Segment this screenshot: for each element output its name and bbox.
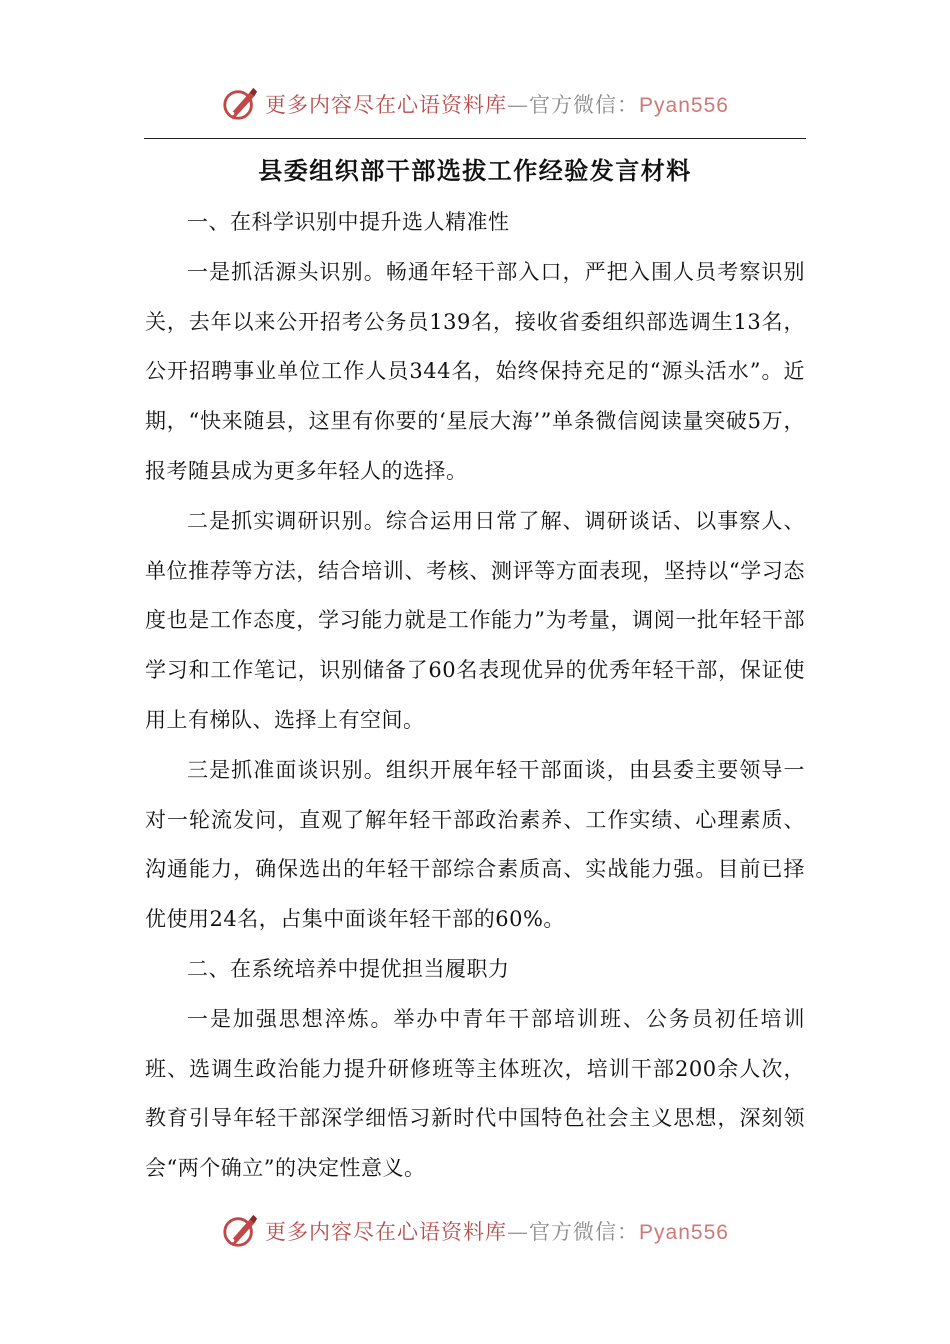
watermark-official: 官方微信：	[529, 1220, 640, 1244]
document-title: 县委组织部干部选拔工作经验发言材料	[258, 157, 692, 185]
watermark-main: 更多内容尽在心语资料库	[265, 93, 508, 117]
watermark-header	[0, 82, 950, 126]
watermark-text	[265, 1216, 729, 1246]
pen-logo-icon	[221, 85, 259, 123]
section-heading: 二、在系统培养中提优担当履职力	[187, 956, 510, 981]
watermark-main: 更多内容尽在心语资料库	[265, 1220, 508, 1244]
body-paragraph: 三是抓准面谈识别。组织开展年轻干部面谈，由县委主要领导一对一轮流发问，直观了解年轻干部政治素养、工作实绩、心理素质、沟通能力，确保选出的年轻干部综合素质高、实战能力强。目前已择优使用24名，占集中面谈年轻干部的60%。	[145, 757, 805, 932]
body-paragraph: 一是抓活源头识别。畅通年轻干部入口，严把入围人员考察识别关，去年以来公开招考公务员139名，接收省委组织部选调生13名，公开招聘事业单位工作人员344名，始终保持充足的“源头活水”。近期，“快来随县，这里有你要的‘星辰大海’”单条微信阅读量突破5万，报考随县成为更多年轻人的选择。	[145, 259, 805, 483]
section-heading: 一、在科学识别中提升选人精准性	[187, 210, 510, 234]
watermark-wechat-id: Pyan556	[639, 94, 729, 117]
watermark-official: 官方微信：	[529, 93, 640, 117]
watermark-text	[265, 89, 729, 119]
pen-logo-icon	[221, 1212, 259, 1250]
watermark-wechat-id: Pyan556	[639, 1221, 729, 1244]
document-body	[145, 198, 805, 1194]
body-paragraph: 二是抓实调研识别。综合运用日常了解、调研谈话、以事察人、单位推荐等方法，结合培训、考核、测评等方面表现，坚持以“学习态度也是工作态度，学习能力就是工作能力”为考量，调阅一批年轻干部学习和工作笔记，识别储备了60名表现优异的优秀年轻干部，保证使用上有梯队、选择上有空间。	[145, 508, 805, 732]
header-divider	[144, 138, 806, 139]
watermark-dash: —	[507, 93, 530, 117]
watermark-dash: —	[507, 1220, 530, 1244]
body-paragraph: 一是加强思想淬炼。举办中青年干部培训班、公务员初任培训班、选调生政治能力提升研修班等主体班次，培训干部200余人次，教育引导年轻干部深学细悟习新时代中国特色社会主义思想，深刻领会“两个确立”的决定性意义。	[145, 1006, 805, 1181]
watermark-footer	[0, 1209, 950, 1253]
